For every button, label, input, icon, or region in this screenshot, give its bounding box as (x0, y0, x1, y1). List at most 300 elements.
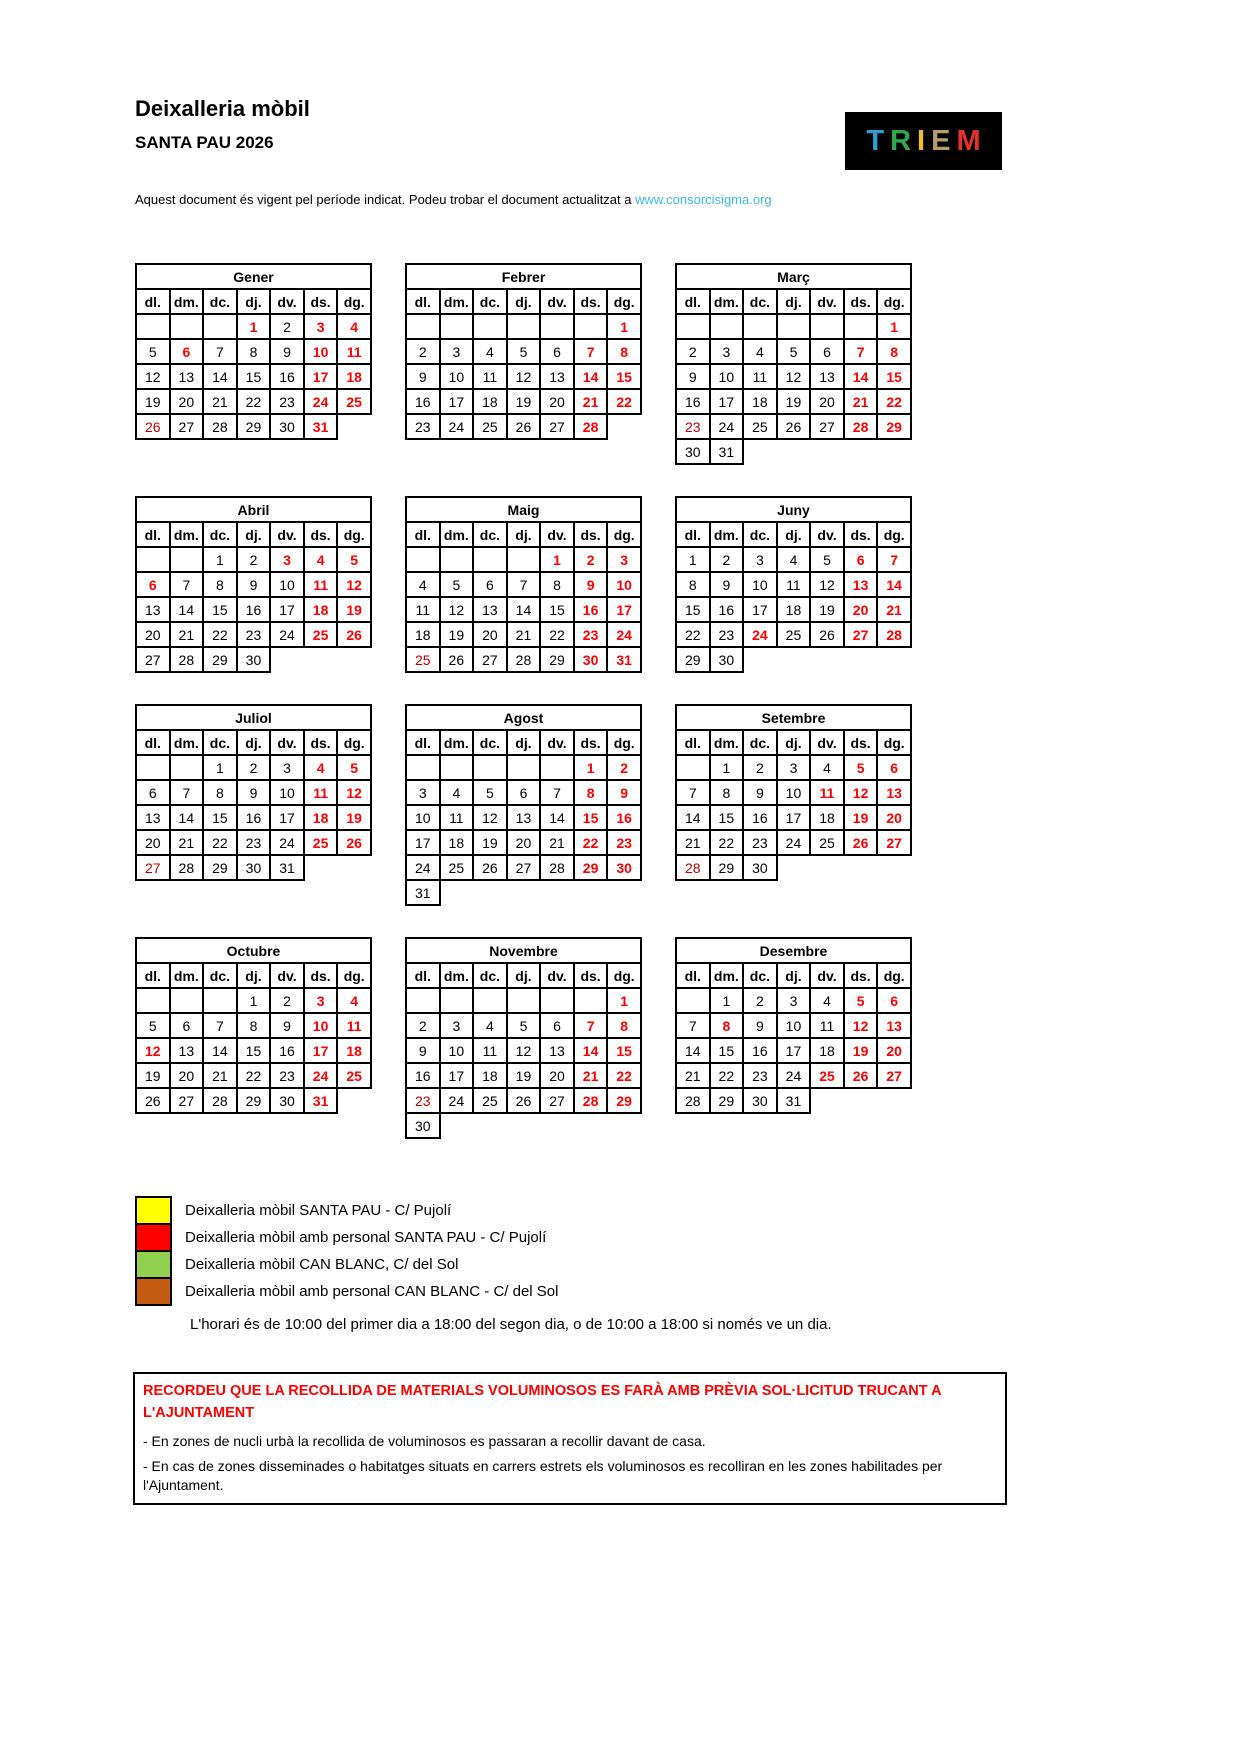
day-cell: 14 (507, 597, 541, 622)
day-cell: 23 (743, 1063, 777, 1088)
legend-label: Deixalleria mòbil amb personal CAN BLANC - C/ del Sol (185, 1283, 559, 1300)
day-cell: 11 (440, 805, 474, 830)
day-cell (136, 314, 170, 339)
day-cell: 9 (607, 780, 641, 805)
day-cell: 10 (304, 1013, 338, 1038)
day-cell: 14 (676, 1038, 710, 1063)
day-cell: 30 (237, 855, 271, 880)
header (135, 96, 310, 153)
legend-label: Deixalleria mòbil SANTA PAU - C/ Pujolí (185, 1202, 452, 1219)
weekday-header: dv. (540, 730, 574, 755)
day-cell: 11 (337, 1013, 371, 1038)
day-cell (170, 755, 204, 780)
day-cell: 22 (237, 389, 271, 414)
day-cell: 18 (810, 1038, 844, 1063)
month-table-agost (405, 704, 642, 906)
day-cell: 31 (777, 1088, 811, 1113)
day-cell: 29 (237, 1088, 271, 1113)
day-cell: 12 (507, 1038, 541, 1063)
day-cell: 17 (270, 805, 304, 830)
intro-sentence: Aquest document és vigent pel període indicat. Podeu trobar el document actualitzat a (135, 192, 636, 207)
month-table-maig (405, 496, 642, 673)
day-cell (440, 547, 474, 572)
day-cell: 22 (607, 389, 641, 414)
day-cell: 18 (337, 1038, 371, 1063)
day-cell: 1 (237, 988, 271, 1013)
month-title: Juny (676, 497, 911, 522)
day-cell: 10 (440, 364, 474, 389)
day-cell: 30 (743, 855, 777, 880)
weekday-header: dj. (237, 522, 271, 547)
day-cell: 18 (337, 364, 371, 389)
day-cell (676, 755, 710, 780)
day-cell: 11 (337, 339, 371, 364)
weekday-header: dc. (203, 522, 237, 547)
day-cell: 24 (440, 414, 474, 439)
day-cell: 14 (844, 364, 878, 389)
day-cell: 12 (337, 572, 371, 597)
day-cell: 1 (676, 547, 710, 572)
day-cell: 4 (473, 1013, 507, 1038)
day-cell: 8 (676, 572, 710, 597)
day-cell: 23 (676, 414, 710, 439)
day-cell: 18 (304, 597, 338, 622)
day-cell: 12 (844, 780, 878, 805)
day-cell: 24 (304, 389, 338, 414)
weekday-header: dm. (440, 730, 474, 755)
page-subtitle: SANTA PAU 2026 (135, 133, 274, 152)
weekday-header: dg. (877, 730, 911, 755)
day-cell (136, 755, 170, 780)
month-title: Novembre (406, 938, 641, 963)
day-cell: 18 (777, 597, 811, 622)
weekday-header: dj. (507, 289, 541, 314)
day-cell: 21 (574, 389, 608, 414)
day-cell: 27 (170, 1088, 204, 1113)
day-cell: 7 (203, 1013, 237, 1038)
day-cell: 18 (473, 389, 507, 414)
day-cell: 8 (607, 1013, 641, 1038)
weekday-header: dc. (473, 963, 507, 988)
weekday-header: dg. (607, 289, 641, 314)
weekday-header: dm. (170, 963, 204, 988)
day-cell: 25 (810, 830, 844, 855)
day-cell: 1 (877, 314, 911, 339)
day-cell: 1 (203, 547, 237, 572)
day-cell: 7 (507, 572, 541, 597)
day-cell: 8 (877, 339, 911, 364)
weekday-header: dv. (270, 730, 304, 755)
day-cell: 21 (170, 830, 204, 855)
day-cell: 14 (203, 364, 237, 389)
day-cell: 29 (237, 414, 271, 439)
day-cell: 13 (136, 597, 170, 622)
weekday-header: ds. (304, 963, 338, 988)
day-cell: 8 (203, 572, 237, 597)
day-cell (574, 988, 608, 1013)
day-cell: 4 (406, 572, 440, 597)
day-cell: 27 (540, 1088, 574, 1113)
day-cell: 22 (574, 830, 608, 855)
weekday-header: dg. (337, 730, 371, 755)
day-cell: 13 (507, 805, 541, 830)
day-cell: 13 (170, 1038, 204, 1063)
day-cell: 5 (473, 780, 507, 805)
day-cell: 12 (337, 780, 371, 805)
day-cell: 29 (203, 647, 237, 672)
day-cell: 13 (810, 364, 844, 389)
weekday-header: dj. (777, 730, 811, 755)
day-cell: 24 (777, 830, 811, 855)
day-cell: 26 (337, 830, 371, 855)
day-cell (473, 547, 507, 572)
weekday-header: dl. (136, 522, 170, 547)
day-cell: 31 (406, 880, 440, 905)
day-cell: 16 (237, 805, 271, 830)
day-cell: 31 (607, 647, 641, 672)
day-cell: 18 (440, 830, 474, 855)
day-cell: 11 (473, 364, 507, 389)
day-cell: 21 (540, 830, 574, 855)
day-cell: 29 (540, 647, 574, 672)
day-cell: 3 (777, 755, 811, 780)
day-cell: 27 (136, 647, 170, 672)
consorcisigma-link[interactable]: www.consorcisigma.org (635, 192, 772, 207)
day-cell: 2 (710, 547, 744, 572)
day-cell (507, 755, 541, 780)
day-cell: 8 (574, 780, 608, 805)
day-cell: 21 (507, 622, 541, 647)
weekday-header: dv. (810, 730, 844, 755)
day-cell: 13 (540, 1038, 574, 1063)
day-cell: 10 (440, 1038, 474, 1063)
weekday-header: dg. (337, 522, 371, 547)
day-cell: 16 (237, 597, 271, 622)
day-cell: 17 (607, 597, 641, 622)
day-cell: 17 (440, 389, 474, 414)
weekday-header: ds. (574, 963, 608, 988)
day-cell: 16 (676, 389, 710, 414)
day-cell: 18 (304, 805, 338, 830)
day-cell: 26 (810, 622, 844, 647)
day-cell (440, 988, 474, 1013)
day-cell: 2 (237, 755, 271, 780)
day-cell: 28 (877, 622, 911, 647)
month-table-marc (675, 263, 912, 465)
day-cell: 24 (270, 622, 304, 647)
weekday-header: ds. (844, 289, 878, 314)
day-cell: 2 (607, 755, 641, 780)
day-cell: 25 (406, 647, 440, 672)
day-cell: 22 (237, 1063, 271, 1088)
day-cell: 15 (237, 1038, 271, 1063)
day-cell: 1 (574, 755, 608, 780)
weekday-header: dj. (237, 730, 271, 755)
day-cell: 7 (574, 339, 608, 364)
day-cell: 25 (304, 830, 338, 855)
month-title: Desembre (676, 938, 911, 963)
day-cell: 29 (203, 855, 237, 880)
weekday-header: dm. (710, 963, 744, 988)
day-cell: 19 (777, 389, 811, 414)
day-cell: 23 (574, 622, 608, 647)
day-cell: 15 (607, 1038, 641, 1063)
weekday-header: dg. (607, 522, 641, 547)
day-cell (473, 988, 507, 1013)
day-cell: 13 (473, 597, 507, 622)
day-cell: 11 (304, 572, 338, 597)
day-cell: 10 (777, 780, 811, 805)
day-cell: 16 (574, 597, 608, 622)
day-cell (743, 314, 777, 339)
day-cell: 5 (507, 339, 541, 364)
day-cell: 19 (337, 597, 371, 622)
day-cell: 19 (507, 389, 541, 414)
day-cell: 23 (607, 830, 641, 855)
calendar-grid (135, 263, 912, 1139)
weekday-header: ds. (844, 522, 878, 547)
day-cell: 3 (304, 314, 338, 339)
month-table-juny (675, 496, 912, 673)
page-title: Deixalleria mòbil (135, 96, 310, 121)
day-cell (473, 314, 507, 339)
notice-title: RECORDEU QUE LA RECOLLIDA DE MATERIALS VOLUMINOSOS ES FARÀ AMB PRÈVIA SOL·LICITUD TRUCANT A L'AJUNTAMENT (143, 1383, 942, 1421)
legend-swatch (135, 1196, 172, 1225)
day-cell (473, 755, 507, 780)
day-cell: 19 (844, 1038, 878, 1063)
day-cell: 4 (440, 780, 474, 805)
day-cell: 2 (270, 988, 304, 1013)
day-cell: 20 (540, 1063, 574, 1088)
weekday-header: dj. (507, 730, 541, 755)
day-cell: 1 (607, 988, 641, 1013)
month-title: Gener (136, 264, 371, 289)
day-cell: 30 (743, 1088, 777, 1113)
day-cell: 10 (270, 572, 304, 597)
weekday-header: dj. (237, 289, 271, 314)
day-cell: 15 (237, 364, 271, 389)
weekday-header: dg. (607, 730, 641, 755)
day-cell: 10 (710, 364, 744, 389)
day-cell: 10 (607, 572, 641, 597)
day-cell: 13 (136, 805, 170, 830)
day-cell: 11 (304, 780, 338, 805)
day-cell: 19 (136, 1063, 170, 1088)
day-cell: 20 (810, 389, 844, 414)
day-cell: 15 (710, 1038, 744, 1063)
day-cell: 24 (406, 855, 440, 880)
weekday-header: dc. (203, 963, 237, 988)
logo-letter: M (956, 124, 981, 157)
day-cell: 4 (743, 339, 777, 364)
weekday-header: dl. (406, 730, 440, 755)
weekday-header: ds. (574, 730, 608, 755)
day-cell: 15 (607, 364, 641, 389)
weekday-header: dc. (203, 730, 237, 755)
weekday-header: dl. (406, 289, 440, 314)
day-cell: 15 (203, 597, 237, 622)
day-cell: 30 (406, 1113, 440, 1138)
day-cell (676, 988, 710, 1013)
day-cell: 11 (743, 364, 777, 389)
day-cell: 22 (607, 1063, 641, 1088)
day-cell: 3 (270, 547, 304, 572)
day-cell: 6 (540, 1013, 574, 1038)
day-cell: 23 (743, 830, 777, 855)
weekday-header: dl. (676, 289, 710, 314)
day-cell: 7 (203, 339, 237, 364)
day-cell: 8 (710, 780, 744, 805)
day-cell: 3 (777, 988, 811, 1013)
day-cell: 1 (710, 988, 744, 1013)
day-cell: 22 (710, 1063, 744, 1088)
weekday-header: dv. (270, 522, 304, 547)
logo-letter: R (890, 124, 912, 157)
day-cell: 21 (203, 1063, 237, 1088)
day-cell: 4 (777, 547, 811, 572)
logo-letter: E (931, 124, 951, 157)
day-cell: 19 (440, 622, 474, 647)
day-cell (507, 547, 541, 572)
day-cell: 9 (676, 364, 710, 389)
day-cell: 13 (877, 1013, 911, 1038)
day-cell: 14 (676, 805, 710, 830)
day-cell: 19 (507, 1063, 541, 1088)
weekday-header: dc. (743, 730, 777, 755)
day-cell: 26 (337, 622, 371, 647)
schedule-note: L'horari és de 10:00 del primer dia a 18:00 del segon dia, o de 10:00 a 18:00 si només ve un dia. (190, 1316, 832, 1333)
day-cell: 19 (844, 805, 878, 830)
day-cell: 26 (440, 647, 474, 672)
day-cell: 12 (136, 1038, 170, 1063)
day-cell: 4 (810, 755, 844, 780)
day-cell: 5 (777, 339, 811, 364)
day-cell: 2 (676, 339, 710, 364)
day-cell: 13 (170, 364, 204, 389)
day-cell: 2 (406, 339, 440, 364)
day-cell: 20 (877, 1038, 911, 1063)
day-cell: 29 (710, 855, 744, 880)
day-cell: 26 (777, 414, 811, 439)
legend-item (135, 1277, 558, 1306)
day-cell: 28 (170, 647, 204, 672)
intro-text (135, 192, 772, 207)
day-cell: 14 (170, 805, 204, 830)
day-cell: 30 (676, 439, 710, 464)
day-cell (710, 314, 744, 339)
legend-label: Deixalleria mòbil CAN BLANC, C/ del Sol (185, 1256, 459, 1273)
day-cell: 12 (473, 805, 507, 830)
day-cell: 2 (237, 547, 271, 572)
day-cell: 4 (304, 547, 338, 572)
day-cell (203, 314, 237, 339)
day-cell: 20 (473, 622, 507, 647)
day-cell: 28 (844, 414, 878, 439)
day-cell: 3 (440, 339, 474, 364)
day-cell: 9 (270, 1013, 304, 1038)
day-cell: 27 (540, 414, 574, 439)
day-cell: 9 (406, 364, 440, 389)
day-cell: 6 (136, 572, 170, 597)
day-cell: 8 (237, 1013, 271, 1038)
day-cell: 17 (406, 830, 440, 855)
weekday-header: dg. (877, 963, 911, 988)
day-cell: 10 (777, 1013, 811, 1038)
weekday-header: dl. (406, 963, 440, 988)
weekday-header: dv. (540, 522, 574, 547)
month-title: Agost (406, 705, 641, 730)
day-cell: 12 (810, 572, 844, 597)
day-cell: 24 (440, 1088, 474, 1113)
legend (135, 1196, 558, 1306)
day-cell: 15 (676, 597, 710, 622)
day-cell: 9 (237, 572, 271, 597)
day-cell (540, 988, 574, 1013)
day-cell: 16 (406, 1063, 440, 1088)
day-cell: 22 (877, 389, 911, 414)
day-cell: 20 (507, 830, 541, 855)
day-cell: 8 (607, 339, 641, 364)
legend-swatch (135, 1223, 172, 1252)
day-cell (574, 314, 608, 339)
day-cell: 24 (607, 622, 641, 647)
day-cell: 6 (877, 755, 911, 780)
weekday-header: dl. (136, 963, 170, 988)
weekday-header: ds. (304, 522, 338, 547)
weekday-header: dv. (810, 963, 844, 988)
weekday-header: dj. (777, 963, 811, 988)
day-cell (507, 314, 541, 339)
day-cell: 22 (710, 830, 744, 855)
day-cell: 21 (676, 830, 710, 855)
day-cell: 20 (136, 830, 170, 855)
day-cell: 14 (540, 805, 574, 830)
legend-swatch (135, 1277, 172, 1306)
day-cell: 14 (170, 597, 204, 622)
month-table-setembre (675, 704, 912, 881)
day-cell: 1 (710, 755, 744, 780)
day-cell (406, 755, 440, 780)
day-cell: 20 (170, 1063, 204, 1088)
day-cell: 14 (574, 1038, 608, 1063)
day-cell: 5 (136, 339, 170, 364)
day-cell: 17 (743, 597, 777, 622)
weekday-header: dl. (676, 522, 710, 547)
day-cell: 30 (607, 855, 641, 880)
day-cell (507, 988, 541, 1013)
day-cell: 29 (607, 1088, 641, 1113)
day-cell: 24 (743, 622, 777, 647)
month-title: Abril (136, 497, 371, 522)
day-cell: 30 (270, 1088, 304, 1113)
weekday-header: dm. (710, 730, 744, 755)
notice-line: - En zones de nucli urbà la recollida de voluminosos es passaran a recollir davant de casa. (143, 1432, 706, 1449)
legend-item (135, 1250, 558, 1279)
day-cell: 27 (810, 414, 844, 439)
day-cell: 2 (574, 547, 608, 572)
day-cell: 28 (203, 1088, 237, 1113)
day-cell: 18 (406, 622, 440, 647)
day-cell: 12 (440, 597, 474, 622)
legend-label: Deixalleria mòbil amb personal SANTA PAU - C/ Pujolí (185, 1229, 547, 1246)
weekday-header: dl. (136, 289, 170, 314)
day-cell: 3 (406, 780, 440, 805)
day-cell: 24 (304, 1063, 338, 1088)
day-cell: 1 (607, 314, 641, 339)
day-cell: 2 (406, 1013, 440, 1038)
day-cell: 16 (270, 1038, 304, 1063)
day-cell: 5 (507, 1013, 541, 1038)
